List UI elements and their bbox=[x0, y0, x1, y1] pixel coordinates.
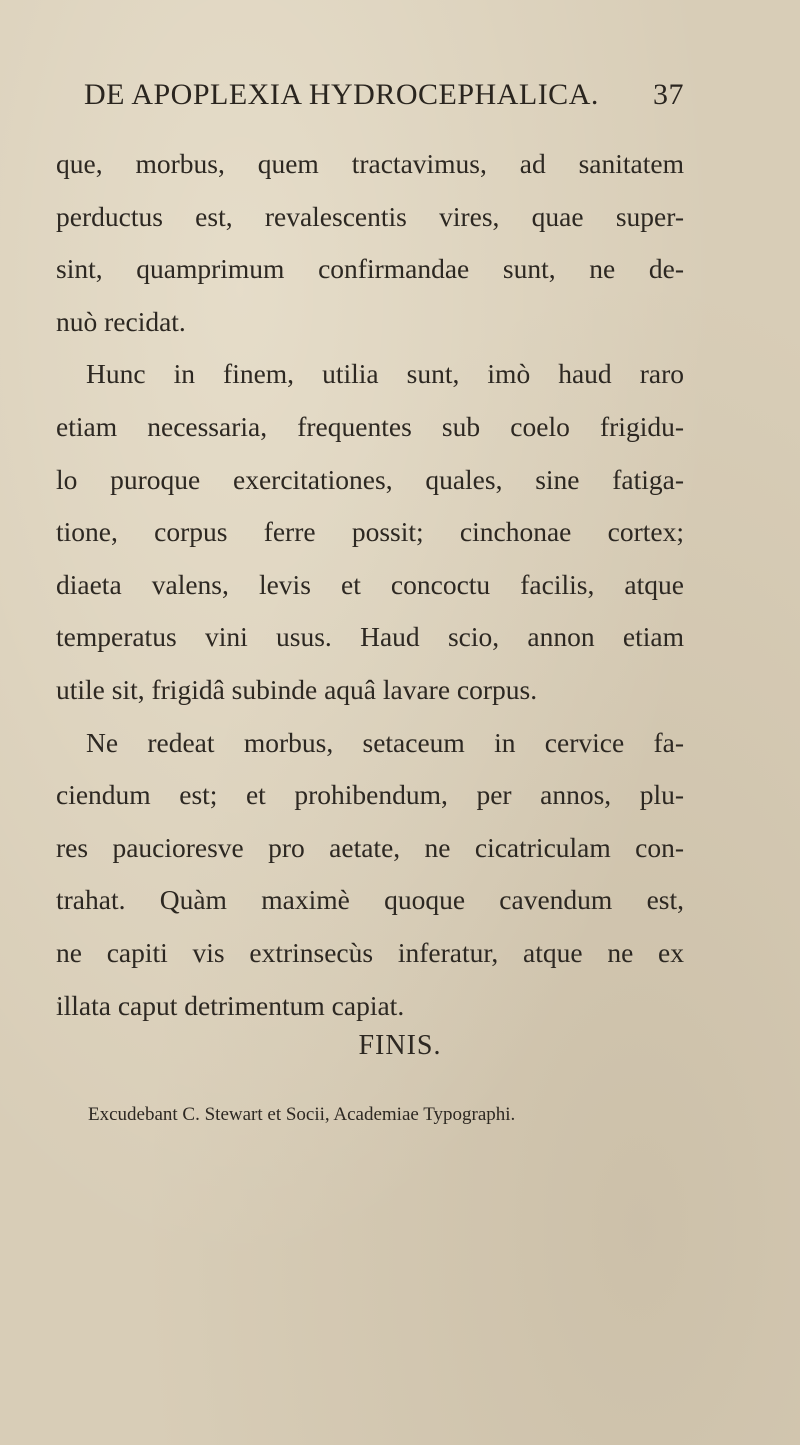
text-line: perductus est, revalescentis vires, quae super- bbox=[56, 200, 684, 232]
printer-colophon: Excudebant C. Stewart et Socii, Academiae Typographi. bbox=[88, 1104, 516, 1125]
text-line: etiam necessaria, frequentes sub coelo frigidu- bbox=[56, 410, 684, 442]
text-line: utile sit, frigidâ subinde aquâ lavare corpus. bbox=[56, 673, 538, 705]
running-head-title: DE APOPLEXIA HYDROCEPHALICA. bbox=[84, 78, 599, 111]
text-line: nuò recidat. bbox=[56, 305, 186, 337]
page-number: 37 bbox=[653, 78, 684, 111]
text-line: que, morbus, quem tractavimus, ad sanitatem bbox=[56, 148, 684, 179]
text-line: ne capiti vis extrinsecùs inferatur, atque ne ex bbox=[56, 936, 684, 968]
text-line: tione, corpus ferre possit; cinchonae cortex; bbox=[56, 516, 684, 548]
text-line: ciendum est; et prohibendum, per annos, plu- bbox=[56, 779, 684, 811]
text-line: diaeta valens, levis et concoctu facilis, atque bbox=[56, 568, 684, 600]
text-line: res paucioresve pro aetate, ne cicatriculam con- bbox=[56, 831, 684, 863]
text-line: Hunc in finem, utilia sunt, imò haud raro bbox=[86, 358, 684, 390]
text-line: temperatus vini usus. Haud scio, annon etiam bbox=[56, 621, 684, 653]
text-line: Ne redeat morbus, setaceum in cervice fa- bbox=[86, 726, 684, 758]
running-head bbox=[84, 78, 684, 118]
body-text bbox=[56, 138, 684, 1032]
text-line: illata caput detrimentum capiat. bbox=[56, 989, 405, 1021]
finis-heading: FINIS. bbox=[358, 1030, 442, 1061]
text-line: lo puroque exercitationes, quales, sine fatiga- bbox=[56, 463, 684, 495]
text-line: sint, quamprimum confirmandae sunt, ne de- bbox=[56, 253, 684, 285]
text-line: trahat. Quàm maximè quoque cavendum est, bbox=[56, 884, 684, 916]
